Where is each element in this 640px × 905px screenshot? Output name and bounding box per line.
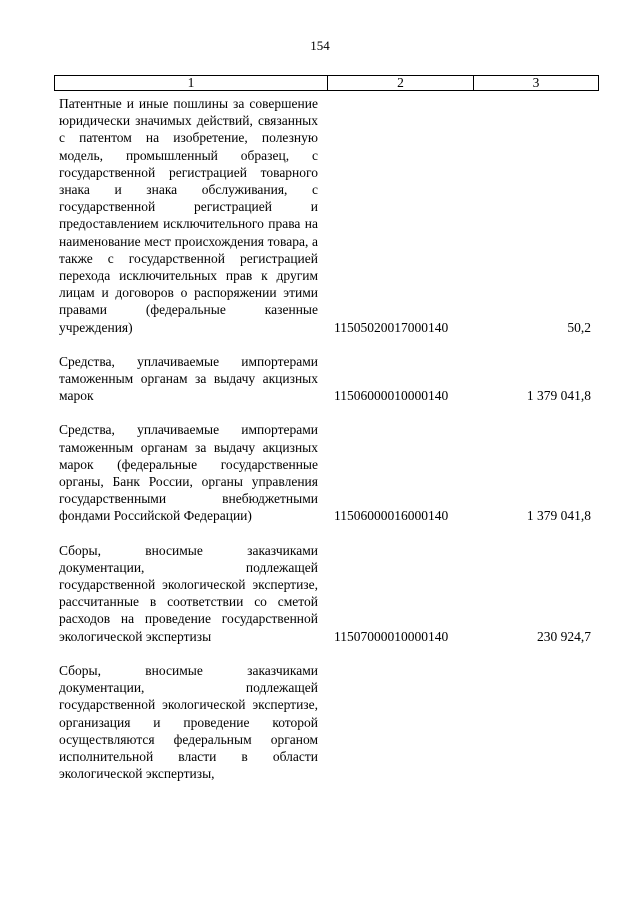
row-code: 11506000010000140 <box>334 388 449 404</box>
row-description: Патентные и иные пошлины за совершение юридически значимых действий, связанных с патентом на изобретение, полезную модель, промышленный образец, с государственной регистрацией товарного знака и знака обслуживания, с государственной регистрацией и предоставлением исключительного права на наименование мест происхождения товара, а также с государственной регистрацией перехода исключительных прав к другим лицам и договоров о распоряжении этими правами (федеральные казенные учреждения) <box>59 96 318 335</box>
row-description: Средства, уплачиваемые импортерами таможенным органам за выдачу акцизных марок <box>59 353 318 404</box>
row-code: 11507000010000140 <box>334 628 449 644</box>
table-header-row <box>54 75 599 91</box>
row-code: 11506000016000140 <box>334 508 449 524</box>
table-row <box>59 662 599 782</box>
table-header-col-3: 3 <box>532 75 540 90</box>
row-description: Сборы, вносимые заказчиками документации, подлежащей государственной экологической экспертизе, рассчитанные в соответствии со сметой расходов на проведение государственной экологической экспертизы <box>59 542 318 644</box>
row-code: 11505020017000140 <box>334 319 449 335</box>
table-row <box>59 421 599 524</box>
row-amount: 1 379 041,8 <box>526 388 591 404</box>
row-amount: 50,2 <box>567 319 591 335</box>
row-description: Средства, уплачиваемые импортерами таможенным органам за выдачу акцизных марок (федеральные государственные органы, Банк России, органы управления государственными внебюджетными фондами Российской Федерации) <box>59 422 318 524</box>
row-amount: 1 379 041,8 <box>526 508 591 524</box>
page-number: 154 <box>310 38 330 53</box>
table-body <box>59 95 599 782</box>
table-row <box>59 95 599 336</box>
table-row <box>59 353 599 405</box>
row-description: Сборы, вносимые заказчиками документации, подлежащей государственной экологической экспертизе, организация и проведение которой осуществляются федеральным органом исполнительной власти в области экологической экспертизы, <box>59 662 318 782</box>
table-header-col-1: 1 <box>55 76 328 90</box>
row-amount: 230 924,7 <box>537 628 591 644</box>
table-header-col-2: 2 <box>328 76 474 90</box>
table-row <box>59 542 599 645</box>
